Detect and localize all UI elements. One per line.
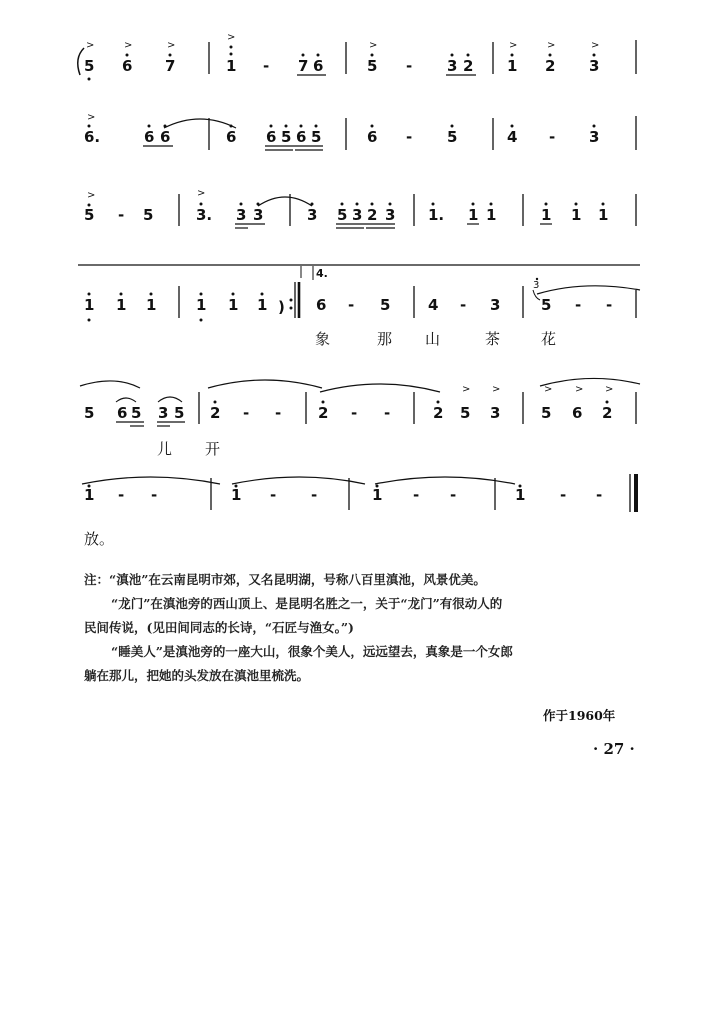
accent-mark: > bbox=[227, 32, 236, 43]
note: 5 bbox=[367, 57, 378, 75]
note: 6 bbox=[367, 128, 378, 146]
high-dot bbox=[467, 54, 470, 57]
accent-mark: > bbox=[369, 40, 378, 51]
note: 6 bbox=[122, 57, 133, 75]
note: 7 bbox=[165, 57, 176, 75]
dash: - bbox=[450, 486, 457, 504]
accent-mark: > bbox=[167, 40, 176, 51]
lyric: 山 bbox=[425, 330, 441, 348]
note: 6. bbox=[84, 128, 101, 146]
note: 5 bbox=[337, 206, 348, 224]
accent-mark: > bbox=[547, 40, 556, 51]
volta-label: 4. bbox=[316, 267, 328, 280]
note: 1 bbox=[571, 206, 582, 224]
slur bbox=[116, 398, 136, 402]
high-dot bbox=[451, 125, 454, 128]
note: 3 bbox=[589, 57, 600, 75]
low-dot bbox=[200, 319, 203, 322]
staff-6 bbox=[82, 474, 636, 548]
staff-4 bbox=[84, 266, 640, 348]
note: 1 bbox=[116, 296, 127, 314]
dash: - bbox=[575, 296, 582, 314]
note: 5 bbox=[143, 206, 154, 224]
note: 2 bbox=[433, 404, 444, 422]
tie bbox=[258, 197, 312, 206]
grace-slur bbox=[533, 290, 540, 300]
dash: - bbox=[384, 404, 391, 422]
high-dot bbox=[451, 54, 454, 57]
staff-5 bbox=[80, 378, 640, 458]
high-dot bbox=[126, 54, 129, 57]
note: 5 bbox=[84, 404, 95, 422]
dash: - bbox=[406, 57, 413, 75]
note: 5 bbox=[541, 404, 552, 422]
note: 6 bbox=[572, 404, 583, 422]
dash: - bbox=[311, 486, 318, 504]
accent-mark: > bbox=[492, 384, 501, 395]
high-dot bbox=[88, 125, 91, 128]
note: 5 bbox=[174, 404, 185, 422]
high-dot bbox=[575, 203, 578, 206]
tie bbox=[540, 378, 640, 386]
dash: - bbox=[351, 404, 358, 422]
note: 1 bbox=[228, 296, 239, 314]
note: 2 bbox=[545, 57, 556, 75]
note: 1 bbox=[231, 486, 242, 504]
high-dot bbox=[545, 203, 548, 206]
note: 6 bbox=[117, 404, 128, 422]
tie bbox=[537, 286, 640, 294]
accent-mark: > bbox=[605, 384, 614, 395]
accent-mark: > bbox=[544, 384, 553, 395]
lyric: 放。 bbox=[84, 530, 115, 548]
note: 1 bbox=[146, 296, 157, 314]
note: 5 bbox=[460, 404, 471, 422]
high-dot bbox=[593, 125, 596, 128]
high-dot bbox=[536, 278, 538, 280]
footnote-2 bbox=[111, 592, 660, 616]
dash: - bbox=[406, 128, 413, 146]
note: 4 bbox=[428, 296, 439, 314]
note: 2 bbox=[210, 404, 221, 422]
note: 3 bbox=[490, 404, 501, 422]
high-dot bbox=[230, 46, 233, 49]
high-dot bbox=[311, 203, 314, 206]
note: 5 bbox=[131, 404, 142, 422]
accent-mark: > bbox=[86, 40, 95, 51]
note: 1. bbox=[428, 206, 445, 224]
composition-date: 作于1960年 bbox=[543, 708, 616, 723]
note: 6 bbox=[144, 128, 155, 146]
high-dot bbox=[317, 54, 320, 57]
footnote-3-cont bbox=[84, 664, 660, 688]
note: 6 bbox=[316, 296, 327, 314]
staff-1 bbox=[78, 32, 636, 81]
high-dot bbox=[302, 54, 305, 57]
repeat-dot bbox=[290, 299, 293, 302]
note: 2 bbox=[463, 57, 474, 75]
note: 3 bbox=[253, 206, 264, 224]
tie bbox=[80, 381, 140, 388]
note: 1 bbox=[598, 206, 609, 224]
dash: - bbox=[549, 128, 556, 146]
note: 5 bbox=[447, 128, 458, 146]
note: 1 bbox=[372, 486, 383, 504]
accent-mark: > bbox=[591, 40, 600, 51]
dash: - bbox=[263, 57, 270, 75]
dash: - bbox=[151, 486, 158, 504]
high-dot bbox=[472, 203, 475, 206]
note: 3 bbox=[490, 296, 501, 314]
dash: - bbox=[348, 296, 355, 314]
lyric: 儿 bbox=[157, 440, 173, 458]
slur bbox=[158, 397, 182, 402]
note: 1 bbox=[486, 206, 497, 224]
note: 2 bbox=[367, 206, 378, 224]
high-dot bbox=[389, 203, 392, 206]
note: 6 bbox=[160, 128, 171, 146]
high-dot bbox=[270, 125, 273, 128]
lyric: 茶 bbox=[485, 330, 501, 348]
high-dot bbox=[169, 54, 172, 57]
high-dot bbox=[511, 125, 514, 128]
footnote-text: “龙门”在滇池旁的西山顶上、是昆明名胜之一，关于“龙门”有很动人的 bbox=[111, 596, 503, 611]
tie bbox=[164, 119, 236, 128]
high-dot bbox=[432, 203, 435, 206]
dash: - bbox=[596, 486, 603, 504]
note: 3 bbox=[352, 206, 363, 224]
tie bbox=[82, 477, 220, 484]
note: 2 bbox=[318, 404, 329, 422]
high-dot bbox=[230, 53, 233, 56]
high-dot bbox=[490, 203, 493, 206]
high-dot bbox=[356, 203, 359, 206]
repeat-dot bbox=[290, 307, 293, 310]
dash: - bbox=[560, 486, 567, 504]
staff-3 bbox=[78, 188, 640, 265]
high-dot bbox=[371, 125, 374, 128]
lyric: 花 bbox=[541, 330, 557, 348]
note: 3 bbox=[158, 404, 169, 422]
note: 3 bbox=[385, 206, 396, 224]
note: 4 bbox=[507, 128, 518, 146]
accent-mark: > bbox=[124, 40, 133, 51]
dash: - bbox=[413, 486, 420, 504]
note: 1 bbox=[226, 57, 237, 75]
note: 6 bbox=[296, 128, 307, 146]
page-number: · 27 · bbox=[593, 740, 635, 758]
footnote-text: 民间传说，(见田间同志的长诗，“石匠与渔女。”) bbox=[84, 620, 354, 635]
low-dot bbox=[88, 319, 91, 322]
note: 5 bbox=[311, 128, 322, 146]
footnote-2-cont bbox=[84, 616, 660, 640]
note: 3 bbox=[307, 206, 318, 224]
low-dot bbox=[88, 78, 91, 81]
lyric: 象 bbox=[315, 330, 331, 348]
footnote-text: “睡美人”是滇池旁的一座大山，很象个美人，远远望去，真象是一个女郎 bbox=[111, 644, 513, 659]
note: 3 bbox=[447, 57, 458, 75]
accent-mark: > bbox=[87, 112, 96, 123]
footnote-text: 躺在那儿，把她的头发放在滇池里梳洗。 bbox=[84, 668, 310, 683]
note: 6 bbox=[313, 57, 324, 75]
note: 3 bbox=[589, 128, 600, 146]
note: 6 bbox=[226, 128, 237, 146]
tie bbox=[320, 384, 440, 392]
high-dot bbox=[315, 125, 318, 128]
high-dot bbox=[240, 203, 243, 206]
note: 5 bbox=[380, 296, 391, 314]
dash: - bbox=[243, 404, 250, 422]
tie bbox=[232, 477, 365, 484]
high-dot bbox=[300, 125, 303, 128]
tie bbox=[208, 380, 322, 388]
note: 6 bbox=[266, 128, 277, 146]
phrase-close: ) bbox=[278, 298, 285, 316]
note: 1 bbox=[468, 206, 479, 224]
note: 1 bbox=[507, 57, 518, 75]
grace-note: 3 bbox=[533, 280, 540, 291]
tie bbox=[375, 477, 515, 484]
note: 1 bbox=[515, 486, 526, 504]
note: 2 bbox=[602, 404, 613, 422]
staff-2 bbox=[84, 112, 636, 150]
footnote-label: 注： bbox=[84, 572, 110, 587]
note: 1 bbox=[541, 206, 552, 224]
high-dot bbox=[148, 125, 151, 128]
accent-mark: > bbox=[462, 384, 471, 395]
note: 1 bbox=[257, 296, 268, 314]
note: 5 bbox=[541, 296, 552, 314]
footnote-3 bbox=[111, 640, 660, 664]
high-dot bbox=[341, 203, 344, 206]
dash: - bbox=[118, 486, 125, 504]
note: 3. bbox=[196, 206, 213, 224]
note: 7 bbox=[298, 57, 309, 75]
lyric: 那 bbox=[377, 330, 393, 348]
dash: - bbox=[270, 486, 277, 504]
note: 5 bbox=[84, 57, 95, 75]
high-dot bbox=[371, 203, 374, 206]
high-dot bbox=[230, 125, 233, 128]
note: 1 bbox=[84, 296, 95, 314]
high-dot bbox=[602, 203, 605, 206]
accent-mark: > bbox=[575, 384, 584, 395]
lyric: 开 bbox=[205, 440, 221, 458]
accent-mark: > bbox=[197, 188, 206, 199]
note: 5 bbox=[281, 128, 292, 146]
dash: - bbox=[460, 296, 467, 314]
footnote-text: “滇池”在云南昆明市郊，又名昆明湖，号称八百里滇池，风景优美。 bbox=[109, 572, 486, 587]
accent-mark: > bbox=[509, 40, 518, 51]
dash: - bbox=[606, 296, 613, 314]
footnote-1 bbox=[84, 568, 660, 592]
note: 1 bbox=[84, 486, 95, 504]
note: 5 bbox=[84, 206, 95, 224]
note: 1 bbox=[196, 296, 207, 314]
dash: - bbox=[118, 206, 125, 224]
accent-mark: > bbox=[87, 190, 96, 201]
note: 3 bbox=[236, 206, 247, 224]
dash: - bbox=[275, 404, 282, 422]
footnotes bbox=[84, 568, 660, 688]
high-dot bbox=[285, 125, 288, 128]
